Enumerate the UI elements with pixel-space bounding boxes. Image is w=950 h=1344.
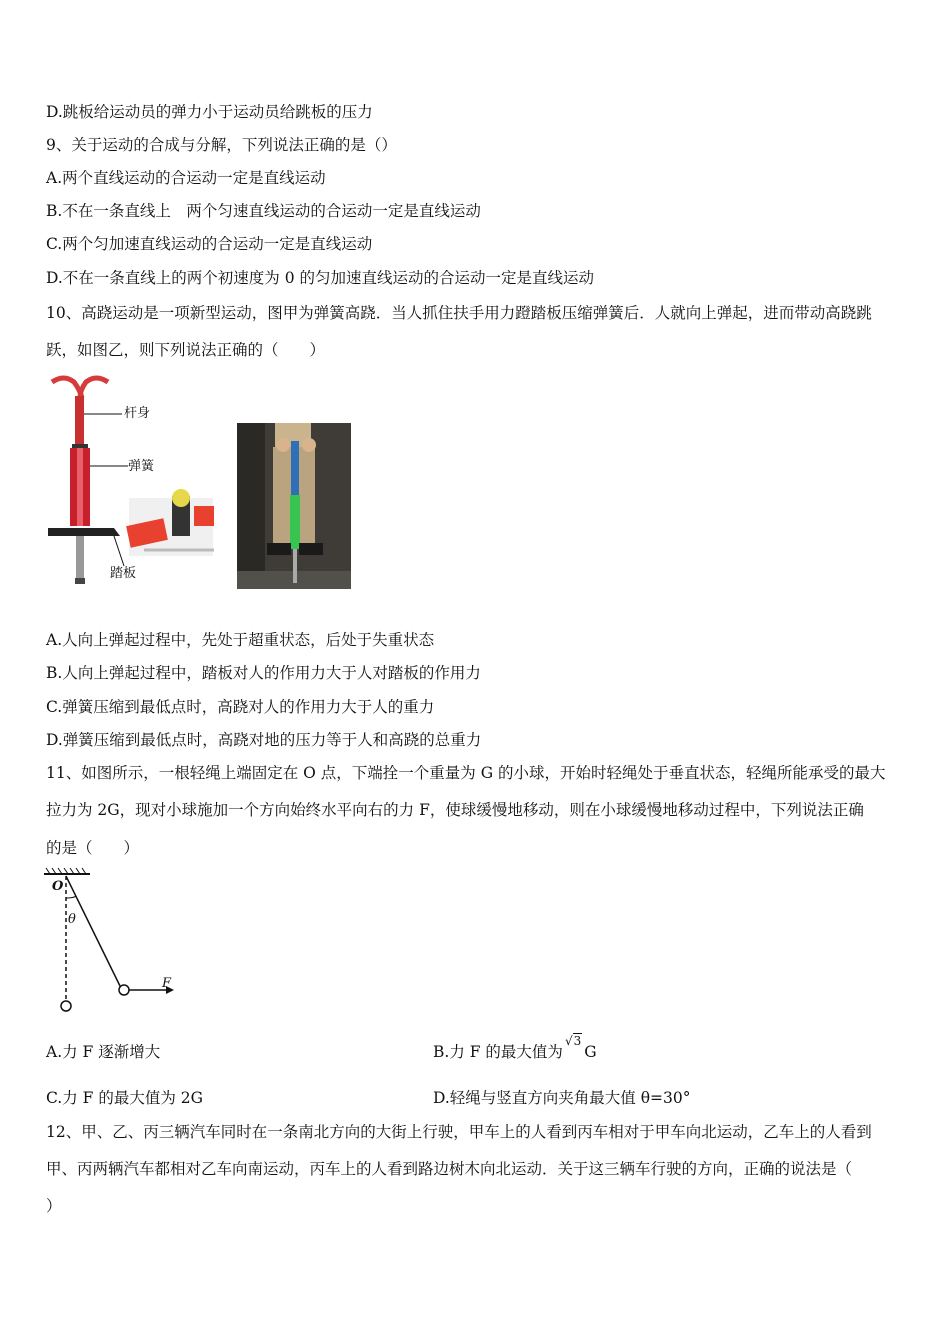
pogo-stick-diagram xyxy=(44,370,219,590)
pogo-label-rod: 杆身 xyxy=(124,406,151,421)
q10-option-b: B.人向上弹起过程中，踏板对人的作用力大于人对踏板的作用力 xyxy=(46,664,481,682)
q10-stem-line1: 10、高跷运动是一项新型运动，图甲为弹簧高跷．当人抓住扶手用力蹬踏板压缩弹簧后．人就向上弹起，进而带动高跷跳 xyxy=(46,304,872,322)
q11-stem-line1: 11、如图所示，一根轻绳上端固定在 O 点，下端拴一个重量为 G 的小球，开始时轻绳处于垂直状态，轻绳所能承受的最大 xyxy=(46,764,886,782)
pendulum-label-o: O xyxy=(52,879,64,894)
q11-option-b-unit: G xyxy=(584,1043,597,1061)
sqrt-radicand: 3 xyxy=(573,1034,582,1048)
q11-option-a: A.力 F 逐渐增大 xyxy=(46,1043,161,1061)
q9-option-b: B.不在一条直线上 两个匀速直线运动的合运动一定是直线运动 xyxy=(46,202,481,220)
q10-option-d: D.弹簧压缩到最低点时，高跷对地的压力等于人和高跷的总重力 xyxy=(46,731,482,749)
q12-stem-line3: ） xyxy=(46,1197,62,1215)
q9-stem: 9、关于运动的合成与分解，下列说法正确的是（） xyxy=(46,136,397,154)
pogo-photo xyxy=(237,423,351,589)
q12-stem-line1: 12、甲、乙、丙三辆汽车同时在一条南北方向的大街上行驶，甲车上的人看到丙车相对于甲车向北运动，乙车上的人看到 xyxy=(46,1123,872,1141)
q12-stem-line2: 甲、丙两辆汽车都相对乙车向南运动，丙车上的人看到路边树木向北运动．关于这三辆车行驶的方向，正确的说法是（ xyxy=(46,1160,853,1178)
q11-option-c: C.力 F 的最大值为 2G xyxy=(46,1089,204,1107)
pogo-label-pedal: 踏板 xyxy=(110,566,137,581)
q11-option-b xyxy=(433,1034,597,1063)
q11-stem-line2: 拉力为 2G，现对小球施加一个方向始终水平向右的力 F，使球缓慢地移动，则在小球缓慢地移动过程中，下列说法正确 xyxy=(46,801,864,819)
q9-option-c: C.两个匀加速直线运动的合运动一定是直线运动 xyxy=(46,235,373,253)
sqrt-symbol: √3 xyxy=(564,1034,582,1048)
q11-option-b-text: B.力 F 的最大值为 xyxy=(433,1043,563,1061)
q11-option-d: D.轻绳与竖直方向夹角最大值 θ=30° xyxy=(433,1089,691,1107)
q10-stem-line2: 跃，如图乙，则下列说法正确的（ ） xyxy=(46,341,326,359)
q10-option-c: C.弹簧压缩到最低点时，高跷对人的作用力大于人的重力 xyxy=(46,698,435,716)
q8-option-d: D.跳板给运动员的弹力小于运动员给跳板的压力 xyxy=(46,103,373,121)
q11-stem-line3: 的是（ ） xyxy=(46,839,140,857)
pendulum-label-f: F xyxy=(162,976,172,991)
q9-option-a: A.两个直线运动的合运动一定是直线运动 xyxy=(46,169,326,187)
q9-option-d: D.不在一条直线上的两个初速度为 0 的匀加速直线运动的合运动一定是直线运动 xyxy=(46,269,595,287)
q10-option-a: A.人向上弹起过程中，先处于超重状态，后处于失重状态 xyxy=(46,631,435,649)
pendulum-label-theta: θ xyxy=(68,912,76,927)
pogo-label-spring: 弹簧 xyxy=(128,459,155,474)
